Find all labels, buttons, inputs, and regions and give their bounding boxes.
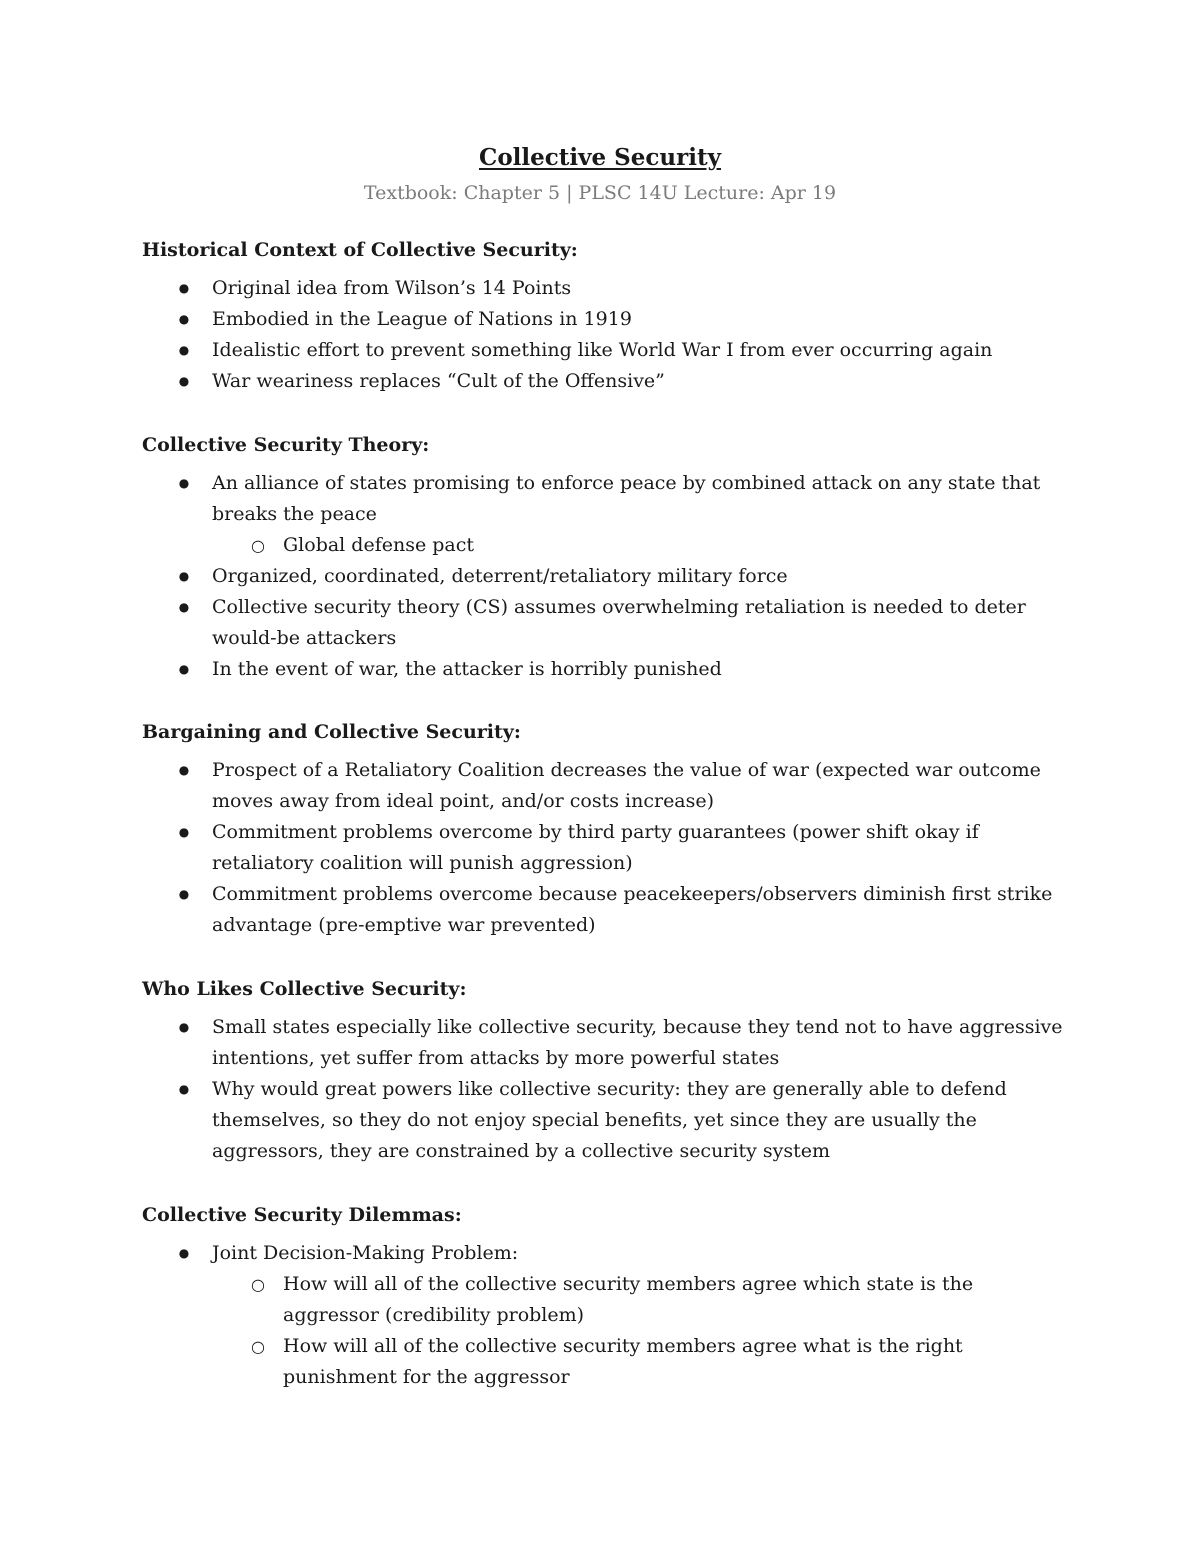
- list-item-text: War weariness replaces “Cult of the Offensive”: [212, 370, 665, 392]
- bullet-list: [142, 1012, 1072, 1167]
- list-item-text: Idealistic effort to prevent something like World War I from ever occurring again: [212, 339, 993, 361]
- document-title: Collective Security: [479, 144, 721, 171]
- sub-list-item-text: How will all of the collective security members agree what is the right punishment for the aggressor: [283, 1335, 963, 1388]
- bullet-icon: ●: [178, 312, 190, 326]
- list-item: [142, 654, 1072, 685]
- bullet-list: [142, 561, 1072, 685]
- list-item: [142, 561, 1072, 592]
- bullet-icon: ●: [178, 343, 190, 357]
- bullet-icon: ●: [178, 662, 190, 676]
- bullet-list: [142, 273, 1072, 397]
- list-item-text: Prospect of a Retaliatory Coalition decreases the value of war (expected war outcome moves away from ideal point, and/or costs increase): [212, 759, 1041, 812]
- list-item: [142, 817, 1072, 879]
- list-item: [142, 335, 1072, 366]
- list-item-text: Why would great powers like collective security: they are generally able to defend themselves, so they do not enjoy special benefits, yet since they are usually the aggressors, they are constrained by a collective security system: [212, 1078, 1007, 1162]
- document-subtitle: Textbook: Chapter 5 | PLSC 14U Lecture: Apr 19: [363, 182, 837, 204]
- list-item: [142, 879, 1072, 941]
- section-bargaining: [142, 717, 1072, 941]
- list-item-text: Commitment problems overcome by third party guarantees (power shift okay if retaliatory coalition will punish aggression): [212, 821, 979, 874]
- bullet-icon: ●: [178, 887, 190, 901]
- list-item-text: Small states especially like collective security, because they tend not to have aggressive intentions, yet suffer from attacks by more powerful states: [212, 1016, 1063, 1069]
- section-heading: Who Likes Collective Security:: [142, 978, 467, 1000]
- section-theory: [142, 430, 1072, 685]
- list-item-text: Original idea from Wilson’s 14 Points: [212, 277, 572, 299]
- bullet-icon: ●: [178, 1246, 190, 1260]
- bullet-icon: ●: [178, 281, 190, 295]
- list-item: [142, 366, 1072, 397]
- list-item: [142, 304, 1072, 335]
- section-dilemmas: [142, 1200, 1072, 1393]
- bullet-list: [142, 468, 1072, 530]
- sub-bullet-list: [142, 1269, 1072, 1393]
- section-heading: Collective Security Dilemmas:: [142, 1204, 462, 1226]
- sub-list-item: [142, 1269, 1072, 1331]
- section-historical-context: [142, 235, 1072, 397]
- list-item-text: An alliance of states promising to enforce peace by combined attack on any state that breaks the peace: [212, 472, 1041, 525]
- bullet-icon: ●: [178, 1082, 190, 1096]
- bullet-icon: ●: [178, 374, 190, 388]
- bullet-icon: ●: [178, 600, 190, 614]
- bullet-icon: ●: [178, 825, 190, 839]
- hollow-bullet-icon: ○: [251, 1337, 265, 1356]
- sub-bullet-list: [142, 530, 1072, 561]
- hollow-bullet-icon: ○: [251, 536, 265, 555]
- section-heading: Historical Context of Collective Security:: [142, 239, 578, 261]
- list-item-text: Collective security theory (CS) assumes overwhelming retaliation is needed to deter would-be attackers: [212, 596, 1026, 649]
- hollow-bullet-icon: ○: [251, 1275, 265, 1294]
- list-item: [142, 1012, 1072, 1074]
- bullet-list: [142, 755, 1072, 941]
- section-who-likes: [142, 974, 1072, 1167]
- list-item-text: Commitment problems overcome because peacekeepers/observers diminish first strike advantage (pre-emptive war prevented): [212, 883, 1053, 936]
- list-item-text: Organized, coordinated, deterrent/retaliatory military force: [212, 565, 788, 587]
- section-heading: Bargaining and Collective Security:: [142, 721, 521, 743]
- sub-list-item: [142, 1331, 1072, 1393]
- list-item: [142, 273, 1072, 304]
- list-item: [142, 1074, 1072, 1167]
- bullet-list: [142, 1238, 1072, 1269]
- sub-list-item: [142, 530, 1072, 561]
- sub-list-item-text: Global defense pact: [283, 534, 475, 556]
- bullet-icon: ●: [178, 476, 190, 490]
- bullet-icon: ●: [178, 569, 190, 583]
- list-item: [142, 592, 1072, 654]
- list-item-text: In the event of war, the attacker is horribly punished: [212, 658, 722, 680]
- list-item: [142, 468, 1072, 530]
- section-heading: Collective Security Theory:: [142, 434, 430, 456]
- list-item-text: Embodied in the League of Nations in 1919: [212, 308, 632, 330]
- list-item: [142, 1238, 1072, 1269]
- list-item: [142, 755, 1072, 817]
- bullet-icon: ●: [178, 763, 190, 777]
- sub-list-item-text: How will all of the collective security members agree which state is the aggressor (credibility problem): [283, 1273, 974, 1326]
- list-item-text: Joint Decision-Making Problem:: [212, 1242, 519, 1264]
- bullet-icon: ●: [178, 1020, 190, 1034]
